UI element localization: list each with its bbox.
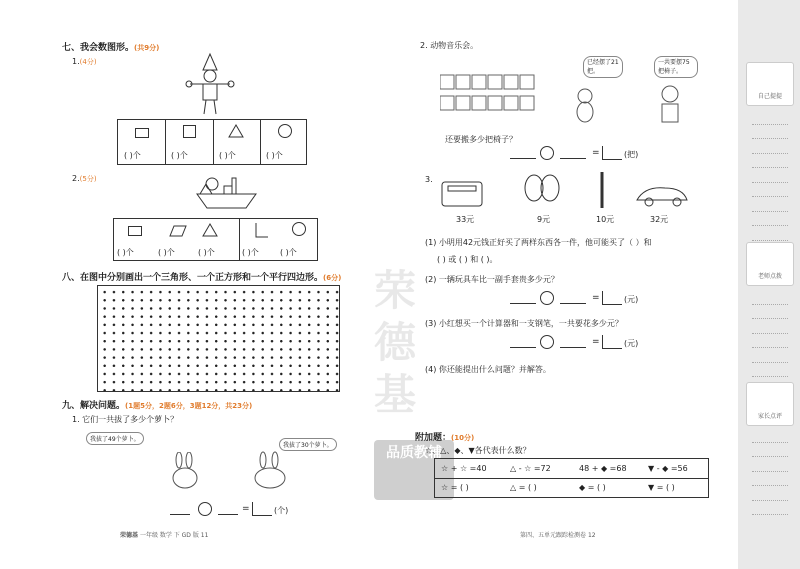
square-icon [183, 125, 196, 138]
toy-car-icon [635, 180, 690, 210]
r-q2-title: 2. 动物音乐会。 [420, 41, 479, 50]
rectangle-icon [128, 226, 142, 236]
q1-label: 1.(4分) [72, 57, 97, 66]
q2-label: 2.(5分) [72, 174, 97, 183]
r-q3-part1: (1) 小明用42元钱正好买了两样东西各一件，他可能买了（ ）和 [425, 238, 652, 247]
footer-left: 荣德基 一年级 数学 下 GD 版 11 [120, 532, 209, 539]
speech-bubble: 我拔了49个萝卜。 [86, 432, 144, 445]
stamp-logo: 品质教辅 [374, 440, 454, 500]
section-7-title: 七、我会数图形。(共9分) [62, 43, 160, 53]
fox-icon [650, 82, 690, 126]
triangle-icon [228, 124, 244, 138]
r-q3-label: 3. [425, 175, 433, 184]
section-9-title: 九、解决问题。(1题5分，2题6分，3题12分，共23分) [62, 401, 253, 411]
circle-icon [292, 222, 306, 236]
chairs-illustration [440, 70, 550, 120]
answer-cell[interactable]: ( )个 [219, 151, 236, 160]
monkey-icon [565, 86, 605, 126]
bonus-title: 附加题：(10分) [415, 433, 475, 443]
answer-cell[interactable]: ( )个 [124, 151, 141, 160]
tab-teacher-tips[interactable]: 老师点拨 [746, 242, 794, 286]
bonus-question: ☆、△、◆、▼各代表什么数？ [425, 446, 531, 455]
r-q3-part4: (4) 你还能提出什么问题？并解答。 [425, 365, 551, 374]
s9-question-1: 1. 它们一共拔了多少个萝卜？ [72, 415, 179, 424]
answer-cell[interactable]: ◆ = ( ) [579, 483, 606, 492]
q2-shape-table [113, 218, 318, 261]
answer-equation[interactable]: = (元) [510, 333, 650, 353]
watermark: 荣德基 [373, 266, 416, 419]
rabbit-icon [165, 452, 205, 492]
answer-cell[interactable]: ( )个 [198, 248, 215, 257]
price-label: 9元 [537, 215, 551, 224]
trapezoid-icon [254, 222, 270, 238]
price-label: 32元 [650, 215, 669, 224]
answer-cell[interactable]: △ = ( ) [510, 483, 537, 492]
bonus-table: ☆ + ☆ =40 △ - ☆ =72 48 + ◆ =68 ▼ - ◆ =56 ☆ = ( ) △ = ( ) ◆ = ( ) ▼ = ( ) [434, 458, 709, 498]
answer-cell[interactable]: ( )个 [171, 151, 188, 160]
speech-bubble: 已经摆了21把。 [583, 56, 623, 78]
tab-self-review[interactable]: 自己提提 [746, 62, 794, 106]
notes-lines[interactable] [752, 428, 788, 515]
circle-icon [278, 124, 292, 138]
gloves-icon [522, 172, 562, 208]
answer-cell[interactable]: ☆ = ( ) [441, 483, 469, 492]
triangle-icon [202, 223, 218, 237]
r-q3-part3: (3) 小红想买一个计算器和一支钢笔，一共要花多少元？ [425, 319, 623, 328]
pen-icon [596, 170, 608, 210]
robot-figure [185, 52, 235, 117]
r-q3-part1-blanks[interactable]: ( ) 或 ( ) 和 ( )。 [437, 255, 498, 264]
speech-bubble: 我拔了30个萝卜。 [279, 438, 337, 451]
speech-bubble: 一共要摆75把椅子。 [654, 56, 698, 78]
q1-shape-table [117, 119, 307, 165]
answer-cell[interactable]: ( )个 [280, 248, 297, 257]
rectangle-icon [135, 128, 149, 138]
boat-figure [192, 170, 262, 210]
calculator-icon [440, 178, 485, 208]
answer-cell[interactable]: ( )个 [117, 248, 134, 257]
price-label: 33元 [456, 215, 475, 224]
dot-grid[interactable] [97, 285, 340, 392]
footer-right: 第四、五单元跟踪检测卷 12 [520, 532, 596, 539]
notes-lines[interactable] [752, 290, 788, 377]
r-q3-part2: (2) 一辆玩具车比一副手套贵多少元？ [425, 275, 559, 284]
notes-lines[interactable] [752, 110, 788, 241]
answer-cell[interactable]: ▼ = ( ) [648, 483, 675, 492]
answer-equation[interactable]: = (元) [510, 289, 650, 309]
answer-cell[interactable]: ( )个 [158, 248, 175, 257]
section-8-title: 八、在图中分别画出一个三角形、一个正方形和一个平行四边形。(6分) [62, 273, 342, 283]
tab-parent-review[interactable]: 家长点评 [746, 382, 794, 426]
answer-equation[interactable]: = (个) [170, 500, 290, 518]
rabbit-icon [245, 450, 295, 492]
r-q2-ask: 还要搬多少把椅子？ [445, 135, 517, 144]
price-label: 10元 [596, 215, 615, 224]
answer-cell[interactable]: ( )个 [242, 248, 259, 257]
parallelogram-icon [169, 225, 187, 237]
answer-equation[interactable]: = (把) [510, 144, 650, 164]
answer-cell[interactable]: ( )个 [266, 151, 283, 160]
